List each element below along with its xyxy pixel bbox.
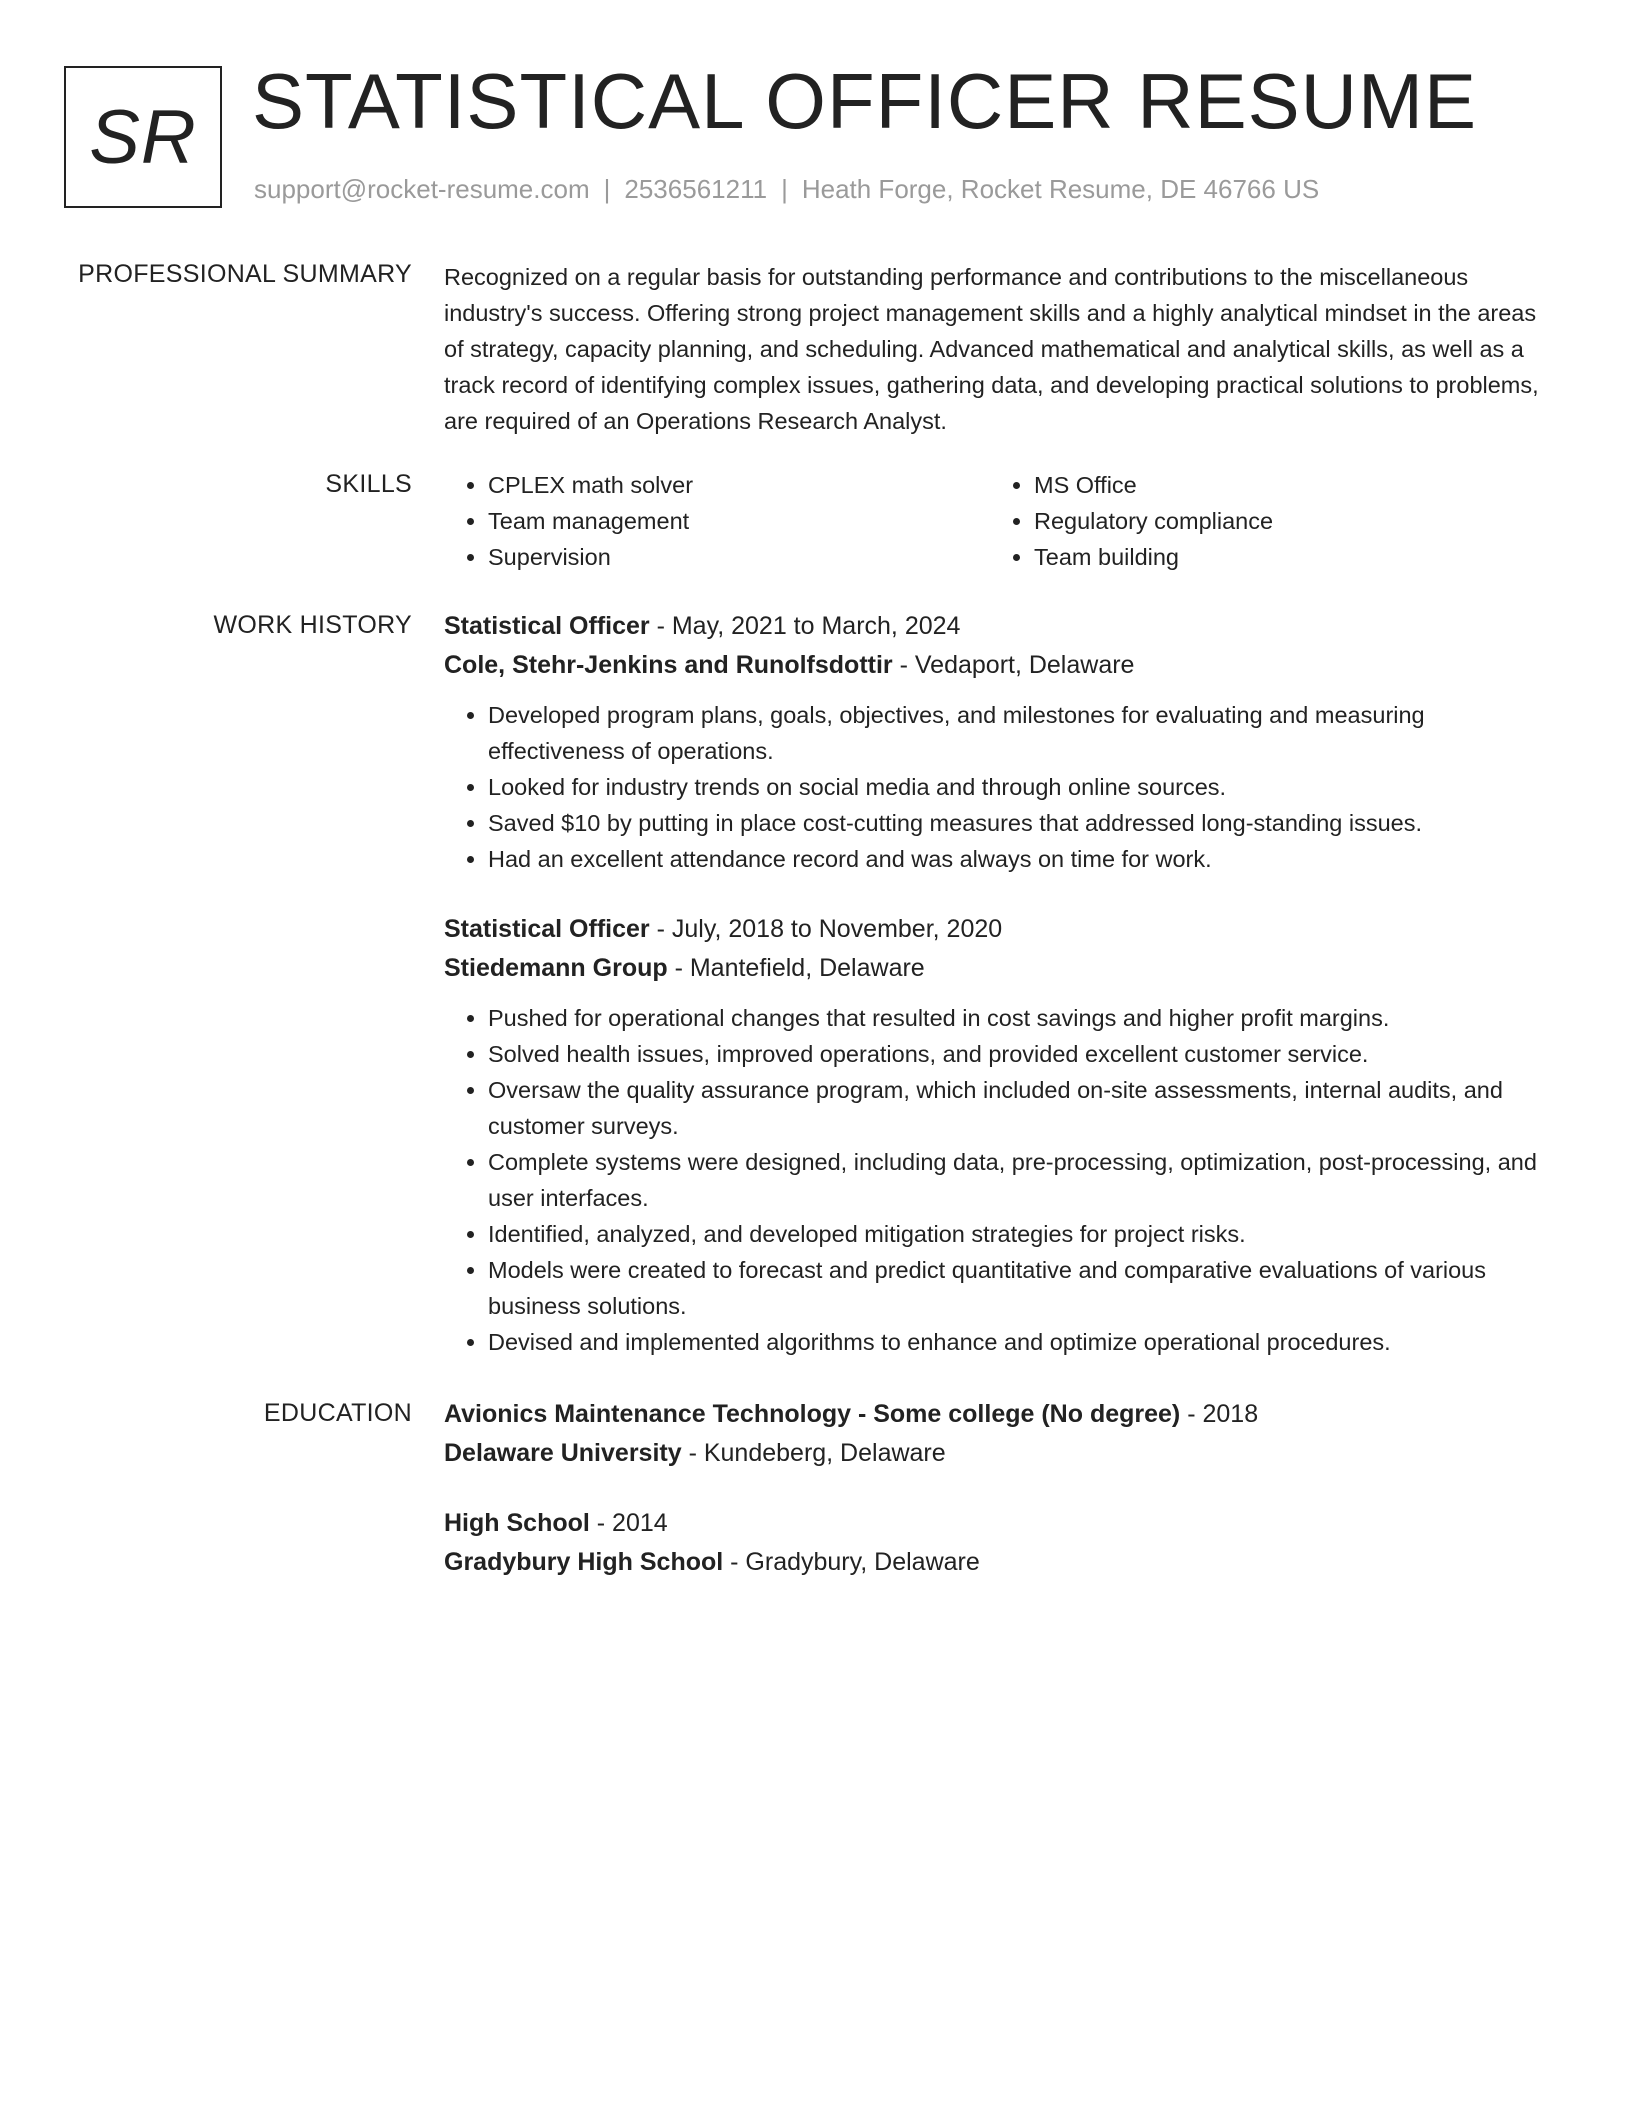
skill-item: • MS Office	[1034, 467, 1536, 503]
job-entry	[444, 608, 1556, 877]
skills-column-1	[444, 467, 990, 575]
education-degree: Avionics Maintenance Technology - Some college (No degree)	[444, 1400, 1181, 1428]
job-title: Statistical Officer	[444, 915, 650, 943]
skill-item: • Team building	[1034, 539, 1536, 575]
job-bullet: • Had an excellent attendance record and was always on time for work.	[488, 841, 1556, 877]
job-company-line	[444, 647, 1556, 683]
work-history-body	[444, 608, 1556, 1360]
job-dates: - July, 2018 to November, 2020	[649, 915, 1003, 943]
contact-line	[254, 172, 1319, 206]
summary-text: Recognized on a regular basis for outstanding performance and contributions to the miscellaneous industry's success. Offering strong project management skills and a highly analytical mindset in the areas of strategy, capacity planning, and scheduling. Advanced mathematical and analytical skills, as well as a track record of identifying complex issues, gathering data, and developing practical solutions to problems, are required of an Operations Research Analyst.	[444, 264, 1539, 434]
skills-list-2	[990, 467, 1536, 575]
job-bullet: • Identified, analyzed, and developed mitigation strategies for project risks.	[488, 1216, 1556, 1252]
education-degree: High School	[444, 1509, 590, 1537]
monogram-initials: SR	[89, 94, 197, 180]
education-entry	[444, 1505, 1556, 1580]
education-body	[444, 1396, 1556, 1580]
education-school: Delaware University	[444, 1439, 682, 1467]
job-entry	[444, 911, 1556, 1360]
contact-separator: |	[781, 174, 788, 204]
skill-item: • Supervision	[488, 539, 990, 575]
education-entry	[444, 1396, 1556, 1471]
education-degree-line	[444, 1396, 1556, 1432]
resume-title: STATISTICAL OFFICER RESUME	[252, 57, 1477, 145]
education-heading: EDUCATION	[263, 1399, 412, 1427]
education-degree-line	[444, 1505, 1556, 1541]
skills-grid	[444, 467, 1556, 575]
skills-heading: SKILLS	[325, 470, 412, 498]
education-year: - 2018	[1180, 1400, 1259, 1428]
contact-email: support@rocket-resume.com	[254, 174, 590, 204]
education-school: Gradybury High School	[444, 1548, 724, 1576]
job-dates: - May, 2021 to March, 2024	[649, 612, 961, 640]
job-location: - Vedaport, Delaware	[892, 651, 1135, 679]
monogram-box	[64, 66, 222, 208]
job-location: - Mantefield, Delaware	[667, 954, 925, 982]
skills-column-2	[990, 467, 1536, 575]
job-bullet: • Saved $10 by putting in place cost-cutting measures that addressed long-standing issues.	[488, 805, 1556, 841]
job-company: Cole, Stehr-Jenkins and Runolfsdottir	[444, 651, 893, 679]
work-history-heading: WORK HISTORY	[213, 611, 412, 639]
education-school-line	[444, 1544, 1556, 1580]
job-bullet: • Looked for industry trends on social media and through online sources.	[488, 769, 1556, 805]
education-location: - Kundeberg, Delaware	[681, 1439, 946, 1467]
education-school-line	[444, 1435, 1556, 1471]
job-bullet: • Devised and implemented algorithms to enhance and optimize operational procedures.	[488, 1324, 1556, 1360]
skills-body	[444, 467, 1556, 575]
summary-body	[444, 259, 1556, 439]
skill-item: • Regulatory compliance	[1034, 503, 1536, 539]
job-bullets	[444, 1000, 1556, 1360]
job-title-line	[444, 911, 1556, 947]
job-bullet: • Solved health issues, improved operations, and provided excellent customer service.	[488, 1036, 1556, 1072]
job-bullet: • Oversaw the quality assurance program, which included on-site assessments, internal audits, and customer surveys.	[488, 1072, 1556, 1144]
skill-item: • Team management	[488, 503, 990, 539]
education-year: - 2014	[589, 1509, 668, 1537]
job-title-line	[444, 608, 1556, 644]
contact-separator: |	[603, 174, 611, 204]
summary-heading: PROFESSIONAL SUMMARY	[78, 260, 412, 288]
job-bullet: • Developed program plans, goals, objectives, and milestones for evaluating and measuring effectiveness of operations.	[488, 697, 1556, 769]
job-bullet: • Pushed for operational changes that resulted in cost savings and higher profit margins.	[488, 1000, 1556, 1036]
job-bullets	[444, 697, 1556, 877]
job-company: Stiedemann Group	[444, 954, 668, 982]
job-bullet: • Models were created to forecast and predict quantitative and comparative evaluations of various business solutions.	[488, 1252, 1556, 1324]
skill-item: • CPLEX math solver	[488, 467, 990, 503]
education-location: - Gradybury, Delaware	[723, 1548, 980, 1576]
contact-address: Heath Forge, Rocket Resume, DE 46766 US	[801, 174, 1320, 204]
job-title: Statistical Officer	[444, 612, 650, 640]
contact-phone: 2536561211	[624, 174, 768, 204]
job-company-line	[444, 950, 1556, 986]
job-bullet: • Complete systems were designed, including data, pre-processing, optimization, post-processing, and user interfaces.	[488, 1144, 1556, 1216]
skills-list-1	[444, 467, 990, 575]
